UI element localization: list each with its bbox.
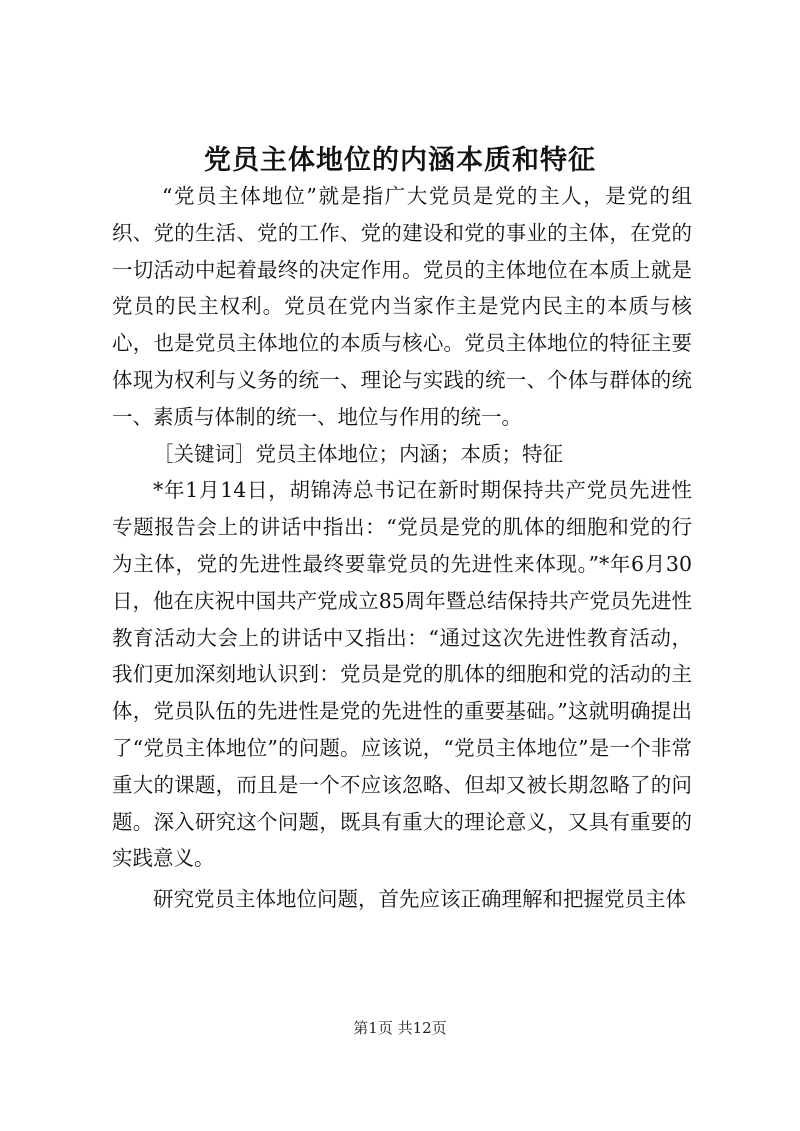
abstract-paragraph: “党员主体地位”就是指广大党员是党的主人，是党的组织、党的生活、党的工作、党的建设和党的事业的主体，在党的一切活动中起着最终的决定作用。党员的主体地位在本质上就是党员的民主权利。党员在党内当家作主是党内民主的本质与核心，也是党员主体地位的本质与核心。党员主体地位的特征主要体现为权利与义务的统一、理论与实践的统一、个体与群体的统一、素质与体制的统一、地位与作用的统一。 (112, 184, 692, 429)
page-number-footer: 第1页 共12页 (353, 1019, 447, 1037)
document-body (112, 178, 692, 918)
body-paragraph: 研究党员主体地位问题，首先应该正确理解和把握党员主体 (153, 887, 686, 912)
document-title: 党员主体地位的内涵本质和特征 (204, 145, 596, 176)
body-paragraph: *年1月14日，胡锦涛总书记在新时期保持共产党员先进性专题报告会上的讲话中指出：“党员是党的肌体的细胞和党的行为主体，党的先进性最终要靠党员的先进性来体现。”*年6月30日，他在庆祝中国共产党成立85周年暨总结保持共产党员先进性教育活动大会上的讲话中又指出：“通过这次先进性教育活动，我们更加深刻地认识到：党员是党的肌体的细胞和党的活动的主体，党员队伍的先进性是党的先进性的重要基础。”这就明确提出了“党员主体地位”的问题。应该说，“党员主体地位”是一个非常重大的课题，而且是一个不应该忽略、但却又被长期忽略了的问题。深入研究这个问题，既具有重大的理论意义，又具有重要的实践意义。 (112, 478, 692, 871)
keywords-paragraph: ［关键词］党员主体地位；内涵；本质；特征 (153, 441, 563, 466)
